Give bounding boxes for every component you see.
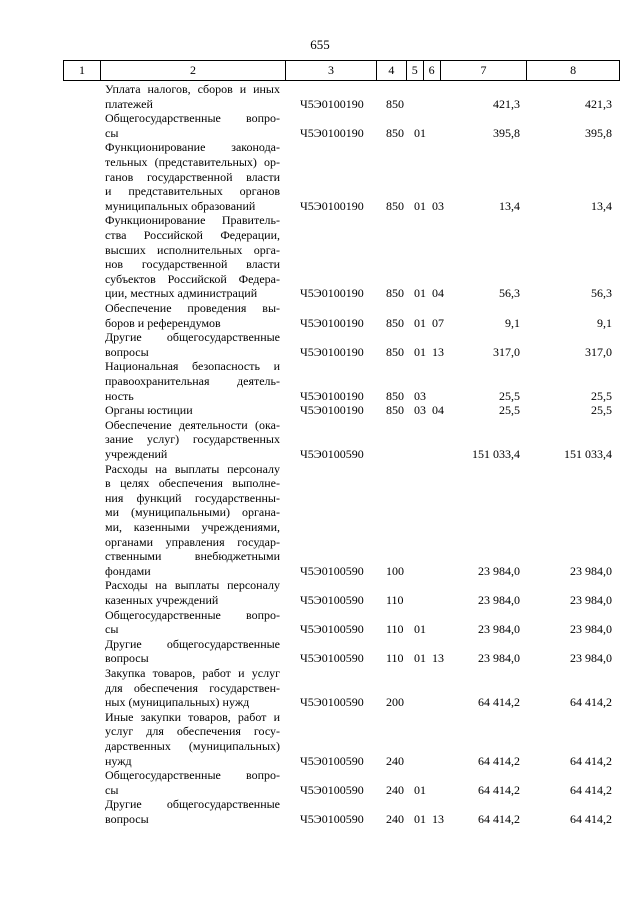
row-name-line: и представительных органов [105, 184, 280, 199]
row-name-line: Функционирование законода- [105, 140, 280, 155]
row-name-line: Расходы на выплаты персоналу [105, 578, 280, 593]
row-col-4: 850 [386, 344, 404, 359]
row-col-4: 850 [386, 286, 404, 301]
row-code: Ч5Э0100190 [300, 198, 364, 213]
row-name-line: вопросы [105, 651, 149, 666]
row-name [105, 418, 280, 462]
row-col-4: 240 [386, 782, 404, 797]
row-col-4: 200 [386, 695, 404, 710]
row-name [105, 462, 280, 579]
row-col-4: 110 [386, 592, 404, 607]
row-code: Ч5Э0100590 [300, 446, 364, 461]
header-col-1: 1 [64, 61, 101, 80]
row-name [105, 608, 280, 637]
row-col-8: 9,1 [597, 315, 612, 330]
row-col-4: 240 [386, 811, 404, 826]
row-name-line: фондами [105, 563, 151, 578]
row-name-line: Общегосударственные вопро- [105, 768, 280, 783]
row-name [105, 213, 280, 301]
table-row [0, 418, 640, 462]
row-col-4: 850 [386, 315, 404, 330]
table-row [0, 111, 640, 140]
row-col-5: 01 [414, 286, 426, 301]
row-name-line: ния функций государственны- [105, 490, 280, 505]
row-col-5: 01 [414, 651, 426, 666]
row-col-7: 25,5 [499, 403, 520, 418]
row-col-7: 395,8 [493, 125, 520, 140]
row-col-5: 01 [414, 344, 426, 359]
row-name [105, 710, 280, 768]
row-code: Ч5Э0100590 [300, 753, 364, 768]
row-name [105, 330, 280, 359]
row-name-line: сы [105, 622, 119, 637]
header-col-7: 7 [441, 61, 528, 80]
row-col-8: 23 984,0 [570, 592, 612, 607]
row-col-4: 850 [386, 403, 404, 418]
row-code: Ч5Э0100590 [300, 811, 364, 826]
row-name-line: ность [105, 388, 134, 403]
row-col-7: 64 414,2 [478, 811, 520, 826]
row-name-line: боров и референдумов [105, 315, 221, 330]
row-col-8: 23 984,0 [570, 622, 612, 637]
row-name-line: нов государственной власти [105, 257, 280, 272]
row-name [105, 768, 280, 797]
row-name-line: Закупка товаров, работ и услуг [105, 666, 280, 680]
row-col-5: 03 [414, 388, 426, 403]
header-col-3: 3 [286, 61, 377, 80]
header-col-4: 4 [377, 61, 407, 80]
table-row [0, 797, 640, 826]
row-name [105, 666, 280, 710]
row-col-6: 03 [432, 198, 444, 213]
row-col-4: 850 [386, 388, 404, 403]
row-col-8: 421,3 [585, 96, 612, 111]
row-col-8: 395,8 [585, 125, 612, 140]
row-name-line: Другие общегосударственные [105, 330, 280, 345]
row-name-line: ции, местных администраций [105, 286, 258, 301]
row-name-line: Уплата налогов, сборов и иных [105, 82, 280, 96]
row-name-line: Национальная безопасность и [105, 359, 280, 374]
table-row [0, 140, 640, 213]
row-col-7: 23 984,0 [478, 622, 520, 637]
row-name-line: Общегосударственные вопро- [105, 607, 280, 622]
row-code: Ч5Э0100190 [300, 125, 364, 140]
row-col-5: 01 [414, 811, 426, 826]
row-name-line: высших исполнительных орга- [105, 242, 280, 257]
row-col-7: 13,4 [499, 198, 520, 213]
table-row [0, 330, 640, 359]
row-code: Ч5Э0100190 [300, 96, 364, 111]
row-col-5: 01 [414, 315, 426, 330]
row-col-4: 240 [386, 753, 404, 768]
table-row [0, 666, 640, 710]
row-col-7: 64 414,2 [478, 695, 520, 710]
row-name-line: казенных учреждений [105, 592, 219, 607]
row-col-8: 56,3 [591, 286, 612, 301]
row-name-line: Общегосударственные вопро- [105, 111, 280, 126]
row-name [105, 82, 280, 111]
row-name-line: Иные закупки товаров, работ и [105, 709, 280, 724]
row-col-8: 25,5 [591, 403, 612, 418]
row-code: Ч5Э0100590 [300, 651, 364, 666]
row-col-5: 01 [414, 125, 426, 140]
row-col-8: 64 414,2 [570, 695, 612, 710]
row-name-line: услуг для обеспечения госу- [105, 724, 280, 739]
header-col-6: 6 [424, 61, 441, 80]
row-name-line: Органы юстиции [105, 403, 193, 418]
row-name-line: ственными внебюджетными [105, 549, 280, 564]
row-name-line: Другие общегосударственные [105, 636, 280, 651]
row-col-8: 64 414,2 [570, 753, 612, 768]
row-name-line: Другие общегосударственные [105, 797, 280, 812]
table-row [0, 82, 640, 111]
table-row [0, 462, 640, 579]
row-name-line: органами управления государ- [105, 534, 280, 549]
row-name-line: тельных (представительных) ор- [105, 154, 280, 169]
row-col-5: 01 [414, 782, 426, 797]
table-row [0, 359, 640, 403]
row-code: Ч5Э0100190 [300, 344, 364, 359]
row-col-7: 317,0 [493, 344, 520, 359]
row-col-6: 07 [432, 315, 444, 330]
row-code: Ч5Э0100590 [300, 622, 364, 637]
row-name-line: Расходы на выплаты персоналу [105, 461, 280, 476]
row-name-line: Обеспечение проведения вы- [105, 301, 280, 315]
row-col-7: 56,3 [499, 286, 520, 301]
table-row [0, 710, 640, 768]
row-name-line: муниципальных образований [105, 198, 256, 213]
row-col-8: 151 033,4 [564, 446, 612, 461]
table-header [63, 60, 620, 81]
row-name-line: ми (муниципальными) органа- [105, 505, 280, 520]
row-name [105, 140, 280, 213]
row-name-line: сы [105, 125, 119, 140]
row-name-line: для обеспечения государствен- [105, 680, 280, 695]
row-name-line: Обеспечение деятельности (ока- [105, 417, 280, 432]
table-row [0, 637, 640, 666]
row-col-5: 01 [414, 198, 426, 213]
row-name-line: вопросы [105, 344, 149, 359]
row-name-line: дарственных (муниципальных) [105, 738, 280, 753]
row-name-line: правоохранительная деятель- [105, 373, 280, 388]
row-name [105, 797, 280, 826]
row-name [105, 301, 280, 330]
table-row [0, 403, 640, 418]
row-col-7: 23 984,0 [478, 592, 520, 607]
row-name-line: учреждений [105, 446, 168, 461]
row-col-8: 23 984,0 [570, 651, 612, 666]
row-name [105, 637, 280, 666]
page-number: 655 [310, 37, 330, 52]
row-col-8: 25,5 [591, 388, 612, 403]
row-col-8: 64 414,2 [570, 811, 612, 826]
row-name-line: нужд [105, 753, 132, 768]
row-col-6: 13 [432, 811, 444, 826]
table-row [0, 213, 640, 301]
row-name [105, 403, 280, 418]
row-col-7: 23 984,0 [478, 651, 520, 666]
row-name-line: ных (муниципальных) нужд [105, 695, 250, 710]
row-col-8: 64 414,2 [570, 782, 612, 797]
row-code: Ч5Э0100190 [300, 388, 364, 403]
row-col-8: 317,0 [585, 344, 612, 359]
row-name-line: субъектов Российской Федера- [105, 271, 280, 286]
row-code: Ч5Э0100190 [300, 286, 364, 301]
row-col-7: 64 414,2 [478, 782, 520, 797]
row-col-8: 13,4 [591, 198, 612, 213]
row-col-6: 13 [432, 651, 444, 666]
table-row [0, 301, 640, 330]
row-col-4: 100 [386, 563, 404, 578]
table-row [0, 768, 640, 797]
header-col-8: 8 [570, 63, 577, 77]
row-name-line: ганов государственной власти [105, 169, 280, 184]
row-col-7: 9,1 [505, 315, 520, 330]
row-col-6: 04 [432, 286, 444, 301]
row-name [105, 578, 280, 607]
row-name [105, 359, 280, 403]
row-col-4: 110 [386, 622, 404, 637]
row-col-4: 110 [386, 651, 404, 666]
row-name [105, 111, 280, 140]
row-code: Ч5Э0100590 [300, 592, 364, 607]
row-col-7: 25,5 [499, 388, 520, 403]
row-code: Ч5Э0100190 [300, 315, 364, 330]
table-row [0, 578, 640, 607]
row-name-line: сы [105, 782, 119, 797]
row-code: Ч5Э0100590 [300, 563, 364, 578]
row-col-5: 01 [414, 622, 426, 637]
header-col-2: 2 [101, 61, 286, 80]
row-name-line: ми, казенными учреждениями, [105, 519, 280, 534]
row-col-5: 03 [414, 403, 426, 418]
row-name-line: вопросы [105, 811, 149, 826]
row-col-6: 13 [432, 344, 444, 359]
row-col-4: 850 [386, 96, 404, 111]
row-name-line: ства Российской Федерации, [105, 227, 280, 242]
row-col-7: 421,3 [493, 96, 520, 111]
row-col-6: 04 [432, 403, 444, 418]
row-code: Ч5Э0100590 [300, 782, 364, 797]
row-name-line: в целях обеспечения выполне- [105, 476, 280, 491]
row-col-7: 64 414,2 [478, 753, 520, 768]
row-col-7: 151 033,4 [472, 446, 520, 461]
row-col-4: 850 [386, 125, 404, 140]
row-col-4: 850 [386, 198, 404, 213]
table-row [0, 608, 640, 637]
row-name-line: Функционирование Правитель- [105, 213, 280, 228]
row-code: Ч5Э0100190 [300, 403, 364, 418]
row-col-8: 23 984,0 [570, 563, 612, 578]
row-col-7: 23 984,0 [478, 563, 520, 578]
header-col-5: 5 [407, 61, 424, 80]
row-code: Ч5Э0100590 [300, 695, 364, 710]
row-name-line: зание услуг) государственных [105, 432, 280, 447]
row-name-line: платежей [105, 96, 153, 111]
